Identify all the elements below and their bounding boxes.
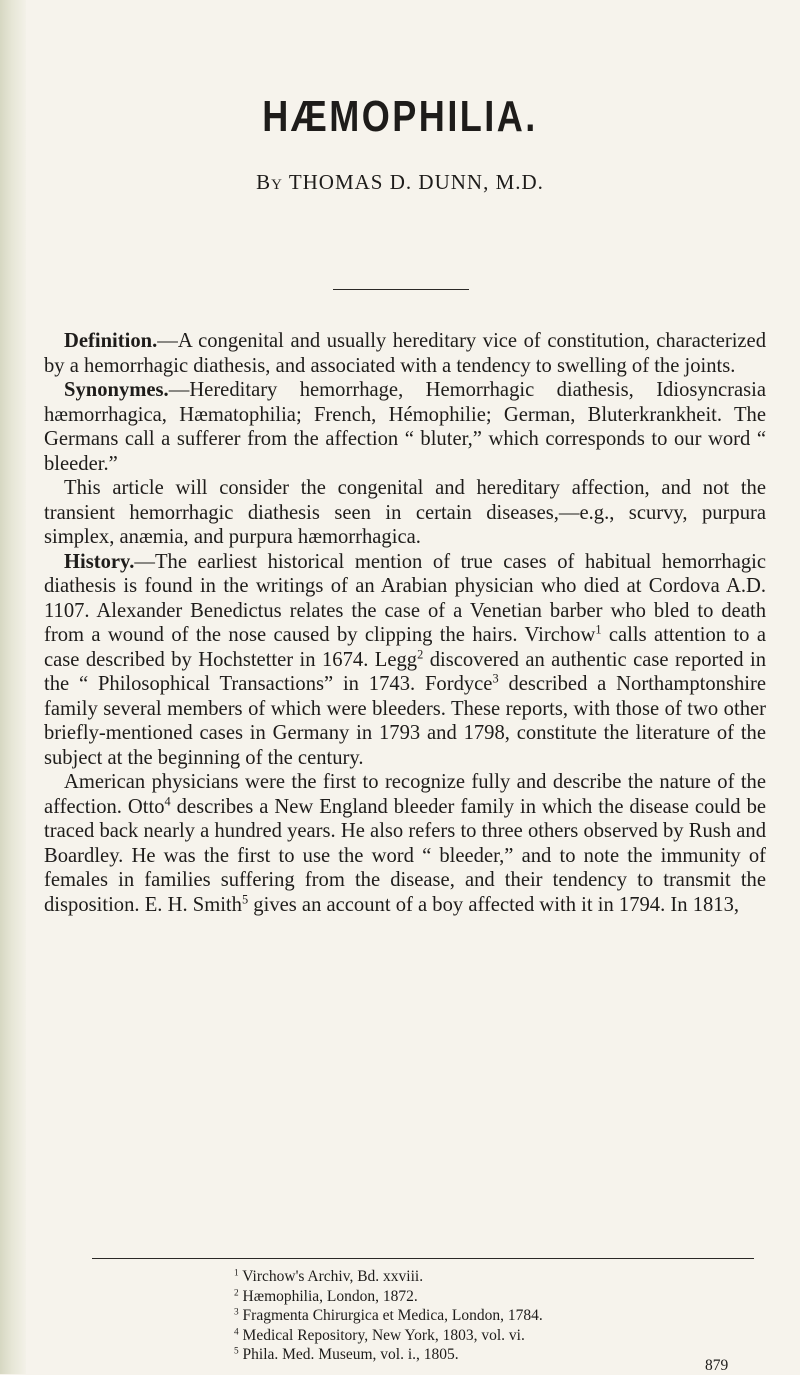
footnote-number: 2 xyxy=(234,1288,239,1299)
paragraph-text: describes a New England bleeder family in which the disease could be traced back nearly a hundred years. He also refers to three others observed by Rush and Boardley. He was the first to use the word “ bleeder,” and to note the immunity of females in families suffering from the disease, and their tendency to transmit the disposition. E. H. Smith xyxy=(44,795,766,916)
footnote-text: Fragmenta Chirurgica et Medica, London, 1784. xyxy=(242,1307,543,1325)
paragraph-definition xyxy=(44,329,766,378)
paragraph-text: described a Northamptonshire family several members of which were bleeders. These reports, with those of two other briefly-mentioned cases in Germany in 1793 and 1798, constitute the literature of the subject at the beginning of the century. xyxy=(44,673,766,769)
paragraph-text: gives an account of a boy affected with it in 1794. In 1813, xyxy=(248,893,740,916)
article-body xyxy=(44,329,766,917)
footnote-ref: 3 xyxy=(492,671,499,686)
footnote-ref: 1 xyxy=(595,622,602,637)
paragraph-text: calls attention to a case described by Hochstetter in 1674. Legg xyxy=(44,624,766,671)
paragraph-text: This article will consider the congenital and hereditary affection, and not the transient hemorrhagic diathesis seen in certain diseases,—e.g., scurvy, purpura simplex, anæmia, and purpura hæmorrhagica. xyxy=(44,477,766,548)
footnote-ref: 5 xyxy=(241,892,249,907)
footnote-number: 3 xyxy=(234,1307,239,1318)
footnote xyxy=(234,1345,754,1365)
footnote-text: Virchow's Archiv, Bd. xxviii. xyxy=(242,1268,424,1285)
paragraph-lead: Synonymes. xyxy=(64,379,169,401)
footnote-number: 1 xyxy=(234,1268,239,1279)
byline-author: THOMAS D. DUNN, M.D. xyxy=(288,170,544,194)
paragraph-american xyxy=(44,770,766,917)
footnote-text: Medical Repository, New York, 1803, vol. vi. xyxy=(242,1326,525,1344)
paragraph-lead: History. xyxy=(64,550,135,573)
footnote xyxy=(234,1287,754,1307)
footnote xyxy=(234,1306,754,1326)
footnote-number: 5 xyxy=(234,1346,239,1357)
footnote-number: 4 xyxy=(234,1327,239,1338)
paragraph-text: —Hereditary hemorrhage, Hemorrhagic diathesis, Idiosyncrasia hæmorrhagica, Hæmatophilia; French, Hémophilie; German, Bluterkrankheit. The Germans call a sufferer from the affection “ bluter,” which corresponds to our word “ bleeder.” xyxy=(44,379,766,475)
paragraph-scope xyxy=(44,476,766,550)
footnote-ref: 4 xyxy=(164,794,171,809)
footnote-divider xyxy=(92,1258,754,1259)
byline-prefix: By xyxy=(256,170,283,194)
footnote xyxy=(234,1267,754,1287)
paragraph-text: —The earliest historical mention of true cases of habitual hemorrhagic diathesis is found in the writings of an Arabian physician who died at Cordova A.D. 1107. Alexander Benedictus relates the case of a Venetian barber who bled to death from a wound of the nose caused by clipping the hairs. Virchow xyxy=(44,550,766,646)
paragraph-lead: Definition. xyxy=(64,330,158,352)
page-spine-shadow xyxy=(0,0,26,1374)
byline xyxy=(0,170,800,195)
paragraph-text: American physicians were the first to recognize fully and describe the nature of the affection. Otto xyxy=(44,771,766,818)
footnotes xyxy=(234,1267,754,1365)
paragraph-synonymes xyxy=(44,378,766,476)
footnote xyxy=(234,1326,754,1346)
paragraph-history xyxy=(44,550,766,771)
title-divider xyxy=(333,289,469,290)
footnote-ref: 2 xyxy=(417,647,424,662)
paragraph-text: —A congenital and usually hereditary vice of constitution, characterized by a hemorrhagic diathesis, and associated with a tendency to swelling of the joints. xyxy=(44,330,766,377)
footnote-text: Hæmophilia, London, 1872. xyxy=(242,1287,418,1305)
page-number: 879 xyxy=(705,1357,729,1374)
article-title: HÆMOPHILIA. xyxy=(262,92,538,141)
footnote-text: Phila. Med. Museum, vol. i., 1805. xyxy=(242,1346,459,1364)
paragraph-text: discovered an authentic case reported in the “ Philosophical Transactions” in 1743. Fordyce xyxy=(44,648,766,695)
